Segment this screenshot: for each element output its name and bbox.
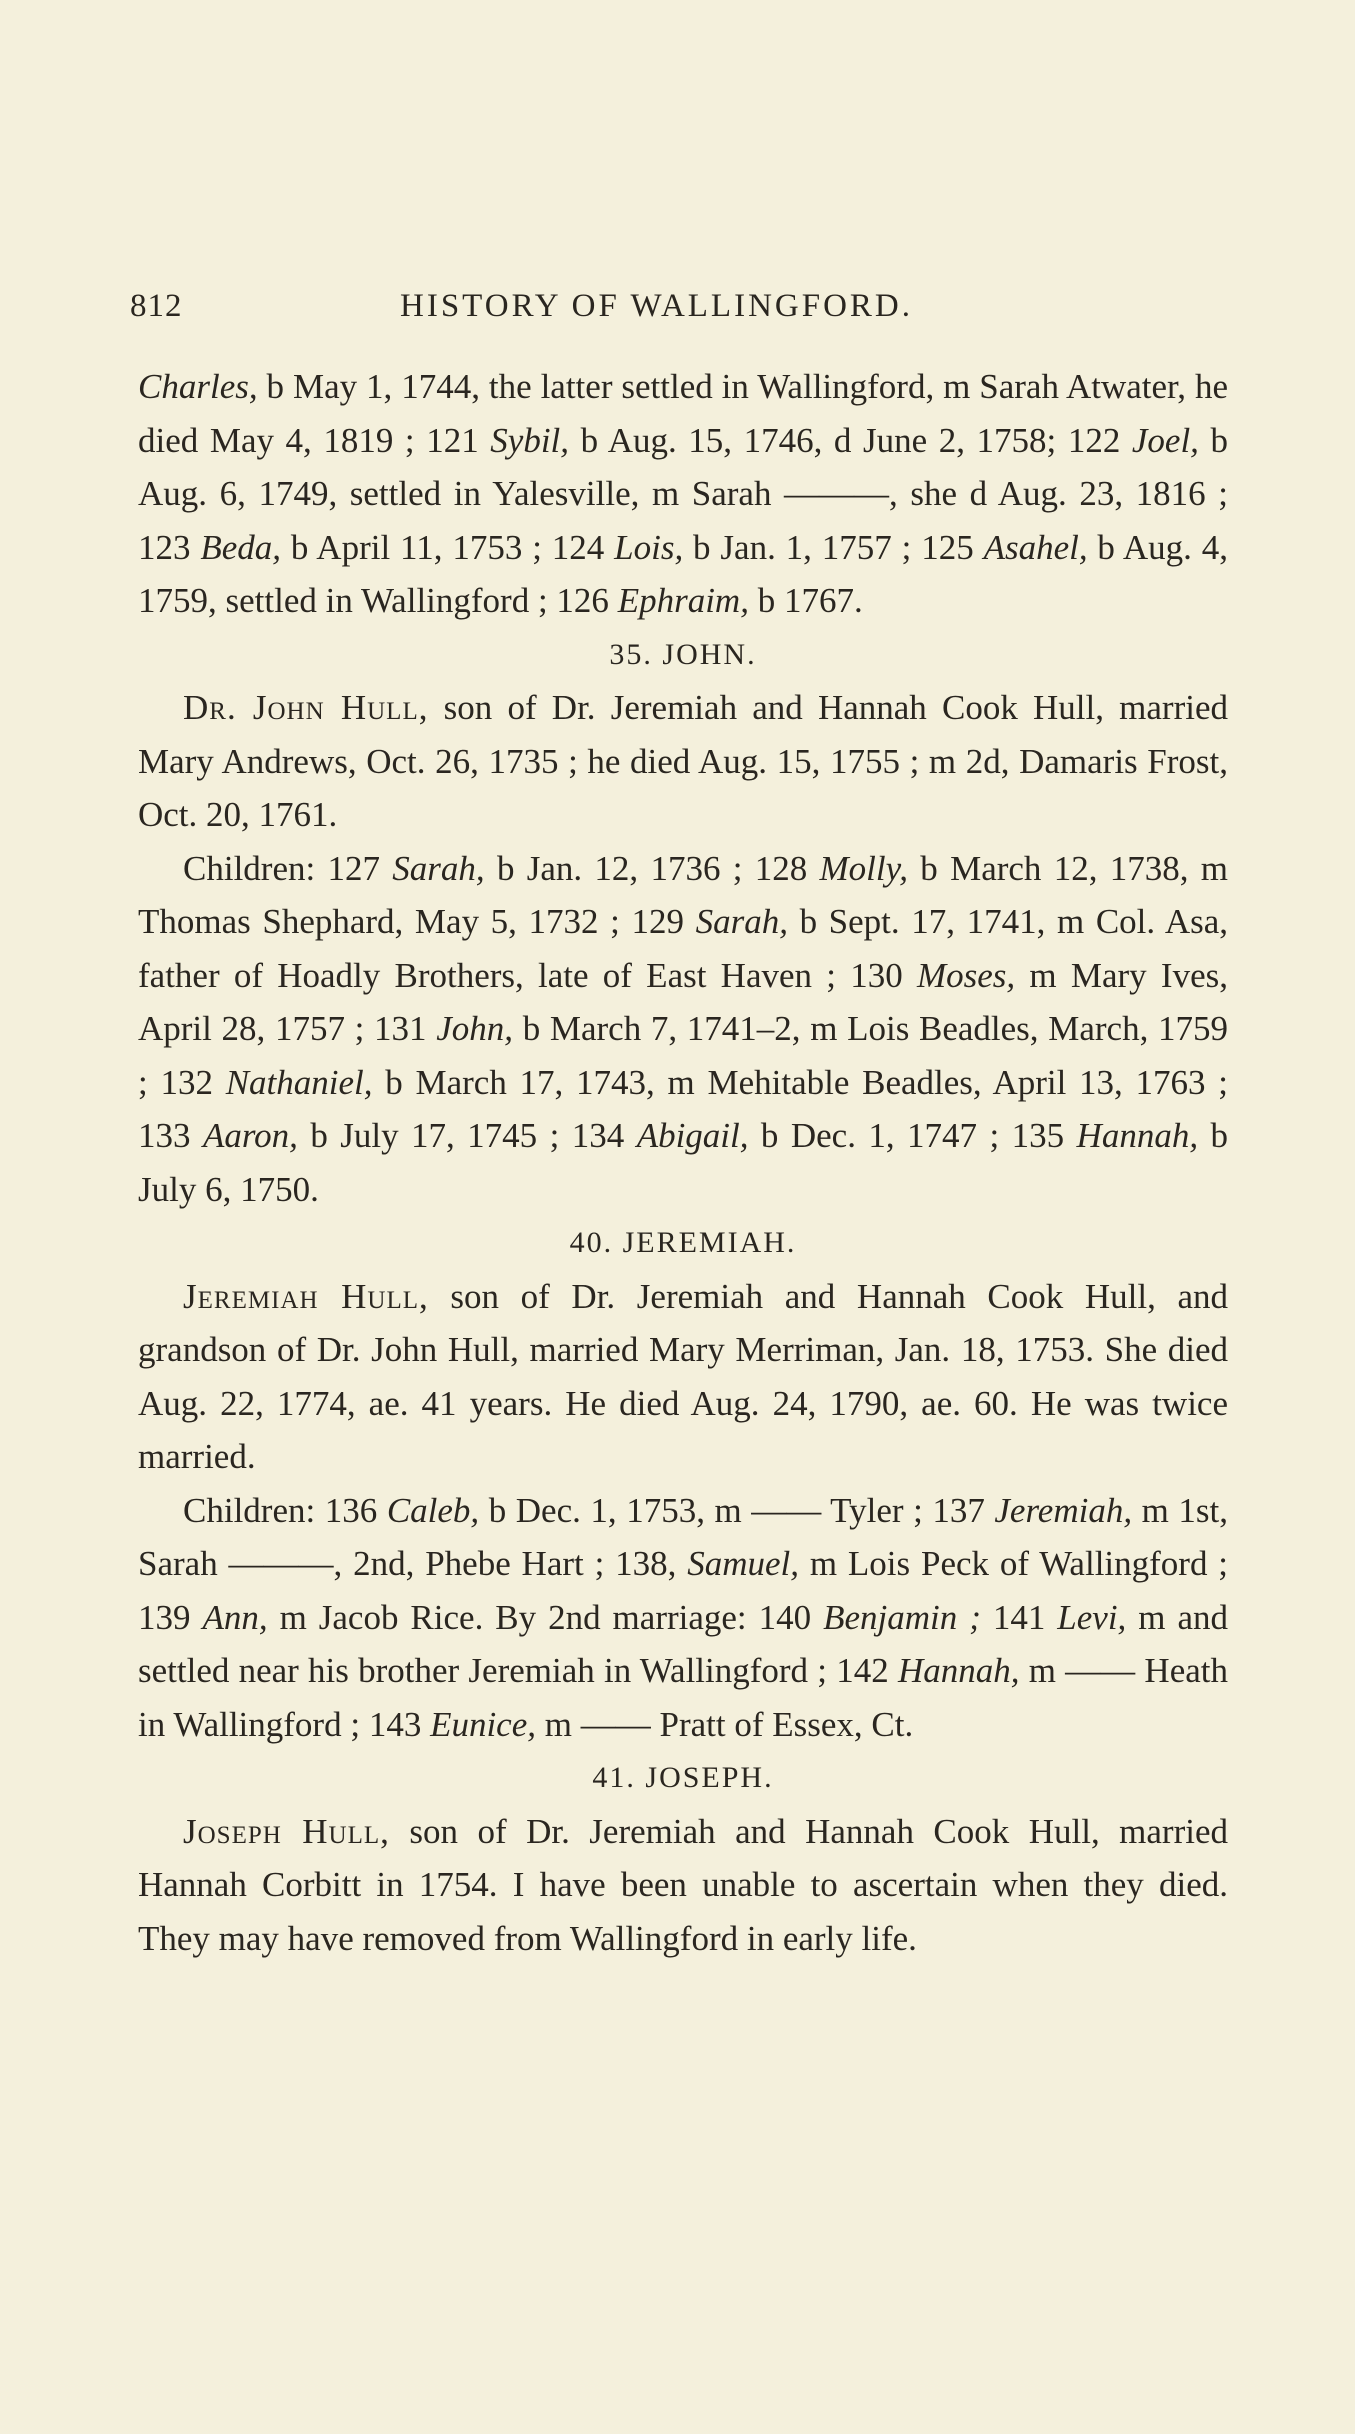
text-run: son of Dr. Jeremiah and Hannah Cook Hull, and grandson of Dr. John Hull, married Mary Merriman, Jan. 18, 1753. She died Aug. 22, 1774, ae. 41 years. He died Aug. 24, 1790, ae. 60. He was twice married. bbox=[138, 1276, 1229, 1476]
text-run: b April 11, 1753 ; 124 bbox=[281, 527, 615, 567]
text-run: b Jan. 12, 1736 ; 128 bbox=[484, 848, 820, 888]
text-run: 141 bbox=[980, 1597, 1058, 1637]
section-heading-jeremiah: 40. JEREMIAH. bbox=[569, 1226, 797, 1259]
name-italic: Benjamin ; bbox=[823, 1597, 981, 1637]
joseph-intro-paragraph bbox=[138, 1805, 1228, 1966]
john-intro-paragraph bbox=[138, 681, 1228, 842]
name-italic: Sarah, bbox=[695, 902, 788, 941]
opening-paragraph bbox=[138, 360, 1228, 628]
name-italic: Ephraim, bbox=[617, 581, 749, 620]
text-run: son of Dr. Jeremiah and Hannah Cook Hull, married Hannah Corbitt in 1754. I have been unable to ascertain when they died. They may have removed from Wallingford in early life. bbox=[138, 1811, 1228, 1958]
jeremiah-children-paragraph bbox=[138, 1484, 1228, 1752]
text-run: m Mary Ives, April 28, 1757 ; 131 bbox=[138, 955, 1228, 1048]
text-run: m and settled near his brother Jeremiah in Wallingford ; 142 bbox=[138, 1597, 1229, 1690]
name-italic: Abigail, bbox=[636, 1116, 749, 1155]
name-italic: Samuel, bbox=[687, 1544, 800, 1583]
name-italic: Ann, bbox=[202, 1597, 268, 1637]
name-italic: John, bbox=[436, 1009, 514, 1048]
text-run: b March 7, 1741–2, m Lois Beadles, March, 1759 ; 132 bbox=[138, 1009, 1228, 1102]
name-italic: Molly, bbox=[819, 848, 908, 888]
page-header bbox=[130, 288, 1230, 338]
text-run: b Dec. 1, 1747 ; 135 bbox=[748, 1116, 1077, 1155]
text-run: m —— Heath in Wallingford ; 143 bbox=[138, 1651, 1228, 1744]
name-italic: Hannah, bbox=[1076, 1116, 1199, 1155]
name-italic: Aaron, bbox=[202, 1116, 298, 1155]
text-run: b Sept. 17, 1741, m Col. Asa, father of Hoadly Brothers, late of East Haven ; 130 bbox=[138, 902, 1228, 995]
text-run: Children: 127 bbox=[183, 848, 393, 888]
text-run: b Aug. 6, 1749, settled in Yalesville, m Sarah ———, she d Aug. 23, 1816 ; 123 bbox=[138, 420, 1229, 567]
text-run: m 1st, Sarah ———, 2nd, Phebe Hart ; 138, bbox=[138, 1490, 1228, 1583]
name-italic: Nathaniel, bbox=[225, 1062, 373, 1102]
john-children-paragraph bbox=[138, 842, 1228, 1217]
text-run: m Lois Peck of Wallingford ; 139 bbox=[138, 1544, 1229, 1637]
text-run: b Jan. 1, 1757 ; 125 bbox=[683, 527, 984, 567]
name-italic: Charles, bbox=[138, 367, 258, 406]
name-italic: Jeremiah, bbox=[994, 1490, 1133, 1530]
text-run: son of Dr. Jeremiah and Hannah Cook Hull, married Mary Andrews, Oct. 26, 1735 ; he died Aug. 15, 1755 ; m 2d, Damaris Frost, Oct. 20, 1761. bbox=[138, 688, 1229, 834]
person-name-small-caps: Dr. John Hull, bbox=[183, 688, 429, 727]
name-italic: Beda, bbox=[200, 527, 282, 567]
text-run: b 1767. bbox=[748, 581, 863, 620]
text-run: b Dec. 1, 1753, m —— Tyler ; 137 bbox=[479, 1490, 995, 1530]
name-italic: Sybil, bbox=[490, 420, 570, 460]
name-italic: Hannah, bbox=[897, 1651, 1020, 1690]
text-run: b March 17, 1743, m Mehitable Beadles, April 13, 1763 ; 133 bbox=[138, 1062, 1228, 1155]
text-run: b July 6, 1750. bbox=[138, 1116, 1229, 1209]
text-run: b Aug. 4, 1759, settled in Wallingford ; 126 bbox=[138, 527, 1228, 620]
name-italic: Asahel, bbox=[983, 527, 1088, 567]
jeremiah-intro-paragraph bbox=[138, 1270, 1228, 1484]
page-number: 812 bbox=[130, 288, 183, 324]
text-run: m Jacob Rice. By 2nd marriage: 140 bbox=[267, 1597, 824, 1637]
section-heading-joseph: 41. JOSEPH. bbox=[592, 1761, 774, 1794]
person-name-small-caps: Jeremiah Hull, bbox=[183, 1276, 429, 1316]
name-italic: Levi, bbox=[1057, 1597, 1127, 1637]
running-title: HISTORY OF WALLINGFORD. bbox=[400, 288, 914, 324]
person-name-small-caps: Joseph Hull, bbox=[183, 1811, 390, 1851]
name-italic: Caleb, bbox=[386, 1490, 480, 1530]
page-body bbox=[138, 360, 1228, 1965]
name-italic: Sarah, bbox=[392, 848, 485, 888]
section-heading-john: 35. JOHN. bbox=[609, 637, 757, 671]
name-italic: Joel, bbox=[1131, 420, 1199, 460]
name-italic: Moses, bbox=[916, 955, 1016, 995]
text-run: b Aug. 15, 1746, d June 2, 1758; 122 bbox=[569, 420, 1132, 460]
name-italic: Eunice, bbox=[430, 1704, 537, 1744]
text-run: b May 1, 1744, the latter settled in Wallingford, m Sarah Atwater, he died May 4, 1819 ; 121 bbox=[138, 367, 1228, 460]
text-run: b July 17, 1745 ; 134 bbox=[297, 1116, 637, 1155]
text-run: Children: 136 bbox=[183, 1490, 387, 1530]
text-run: b March 12, 1738, m Thomas Shephard, May 5, 1732 ; 129 bbox=[138, 848, 1228, 941]
name-italic: Lois, bbox=[614, 527, 684, 567]
text-run: m —— Pratt of Essex, Ct. bbox=[536, 1704, 914, 1744]
